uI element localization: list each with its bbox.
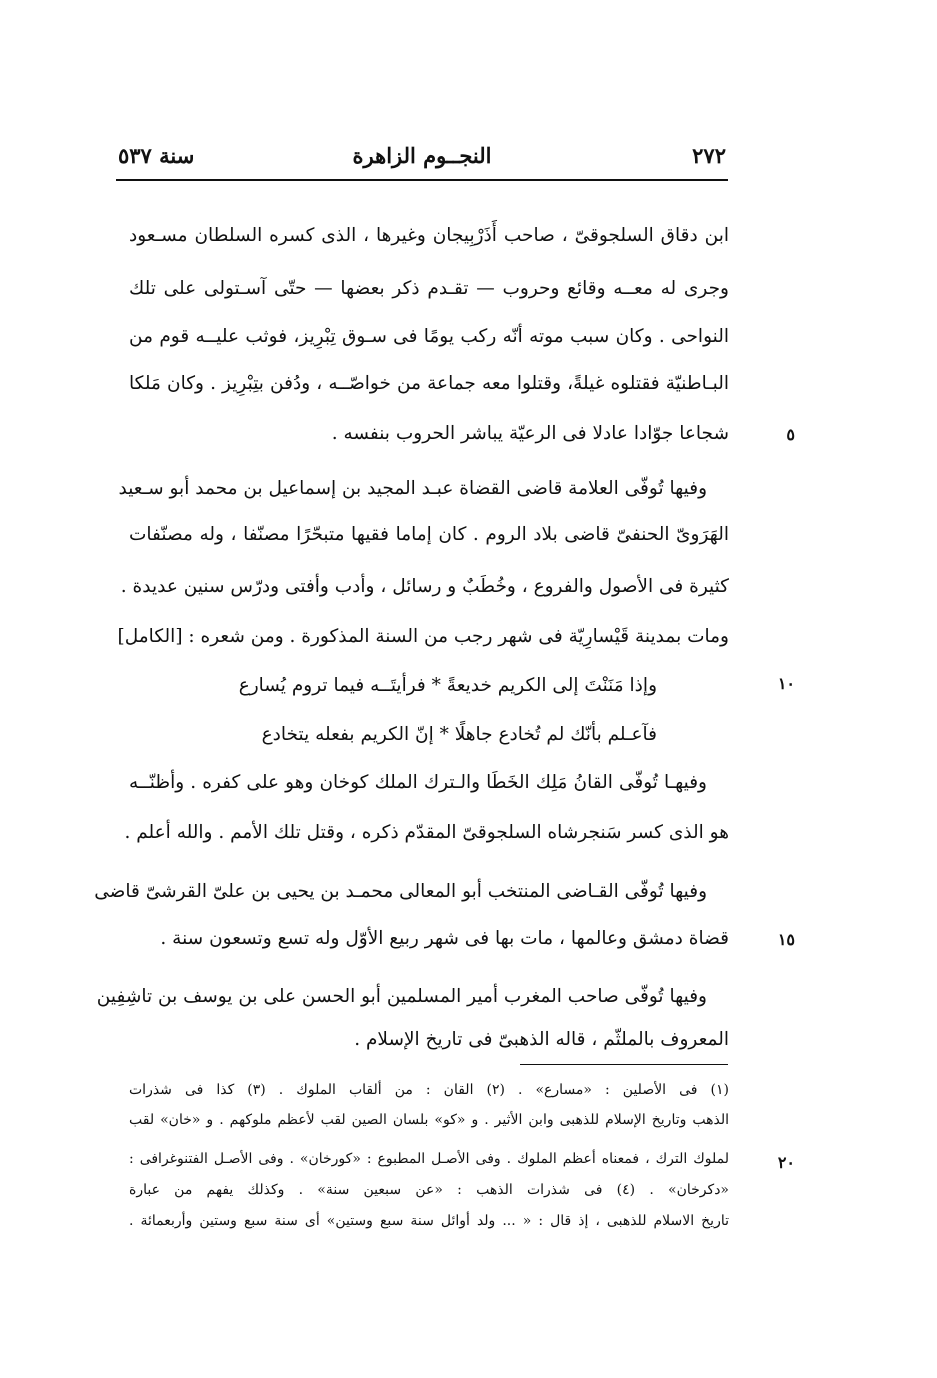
year-label: سنة ٥٣٧: [118, 143, 195, 168]
text-line: وفيها تُوفّى صاحب المغرب أمير المسلمين أبو الحسن على بن يوسف بن تاشِفِين: [96, 986, 707, 1007]
text-line: ومات بمدينة قَيْسارِيّة فى شهر رجب من السنة المذكورة . ومن شعره : [الكامل]: [117, 626, 729, 647]
text-line: وجرى له معــه وقائع وحروب — تقـدم ذكر بعضها — حتّى آسـتولى على تلك: [129, 278, 729, 299]
line-number: ١٠: [777, 674, 795, 693]
text-line: هو الذى كسر سَنجرشاه السلجوقىّ المقدّم ذكره ، وقتل تلك الأمم . والله أعلم .: [124, 822, 729, 843]
footnote-line: الذهب وتاريخ الإسلام للذهبى وابن الأثير . و «كو» بلسان الصين لقب لأعظم ملوكهم . و «خان» لقب: [129, 1112, 729, 1128]
footnote-line: «دكرخان» . (٤) فى شذرات الذهب : «عن سبعين سنة» . وكذلك يفهم من عبارة: [129, 1182, 729, 1198]
text-line: وفيهـا تُوفّى القانُ مَلِك الخَطَا والـترك الملك كوخان وهو على كفره . وأظنّــه: [129, 772, 707, 793]
running-header: [118, 143, 726, 179]
text-line: كثيرة فى الأصول والفروع ، وخُطَبٌ و رسائل ، وأدب وأفتى ودرّس سنين عديدة .: [120, 576, 729, 597]
text-line: البـاطنيّة فقتلوه غيلةً، وقتلوا معه جماعة من خواصّــه ، ودُفن بتِبْرِيز . وكان مَلكا: [129, 373, 729, 394]
text-line: الهَرَوىّ الحنفىّ قاضى بلاد الروم . كان إماما فقيها متبحّرًا مصنّفا ، وله مصنّفات: [129, 524, 729, 545]
header-rule: [116, 179, 728, 181]
footnote-line: (١) فى الأصلين : «مسارع» . (٢) القان : من ألقاب الملوك . (٣) كذا فى شذرات: [129, 1082, 729, 1098]
page-number: ٢٧٢: [692, 143, 726, 168]
text-line: وفيها تُوفّى القـاضى المنتخب أبو المعالى محمـد بن يحيى بن علىّ القرشىّ قاضى: [94, 881, 707, 902]
text-line: قضاة دمشق وعالمها ، مات بها فى شهر ربيع الأوّل وله تسع وتسعون سنة .: [160, 928, 729, 949]
line-number: ٥: [786, 425, 795, 444]
poem-verse: وإذا مَنَنْتَ إلى الكريم خديعةً * فرأيتَــه فيما تروم يُسارع: [238, 675, 657, 696]
line-number: ٢٠: [777, 1153, 795, 1172]
text-line: وفيها تُوفّى العلامة قاضى القضاة عبـد المجيد بن إسماعيل بن محمد أبو سـعيد: [118, 478, 707, 499]
book-title: النجــوم الزاهرة: [352, 143, 492, 168]
text-line: النواحى . وكان سبب موته أنّه ركب يومًا فى سـوق تِبْرِيز، فوثب عليــه قوم من: [129, 326, 729, 347]
text-line: شجاعا جوّادا عادلا فى الرعيّة يباشر الحروب بنفسه .: [331, 423, 729, 444]
footnote-line: تاريخ الاسلام للذهبى ، إذ قال : « ... ولد أوائل سنة سبع وستين» أى سنة سبع وستين وأربعمائة .: [129, 1213, 729, 1229]
footnote-line: لملوك الترك ، فمعناه أعظم الملوك . وفى الأصـل المطبوع : «كورخان» . وفى الأصـل الفتنوغرافى :: [129, 1151, 729, 1167]
text-line: المعروف بالملثّم ، قاله الذهبىّ فى تاريخ الإسلام .: [354, 1029, 729, 1050]
poem-verse: فآعـلم بأنّك لم تُخادع جاهلًا * إنّ الكريم بفعله يتخادع: [261, 724, 657, 745]
footnote-rule: [520, 1064, 728, 1065]
text-line: ابن دقاق السلجوقىّ ، صاحب أَذَرْبِيجان وغيرها ، الذى كسره السلطان مسـعود: [129, 225, 729, 246]
line-number: ١٥: [777, 930, 795, 949]
